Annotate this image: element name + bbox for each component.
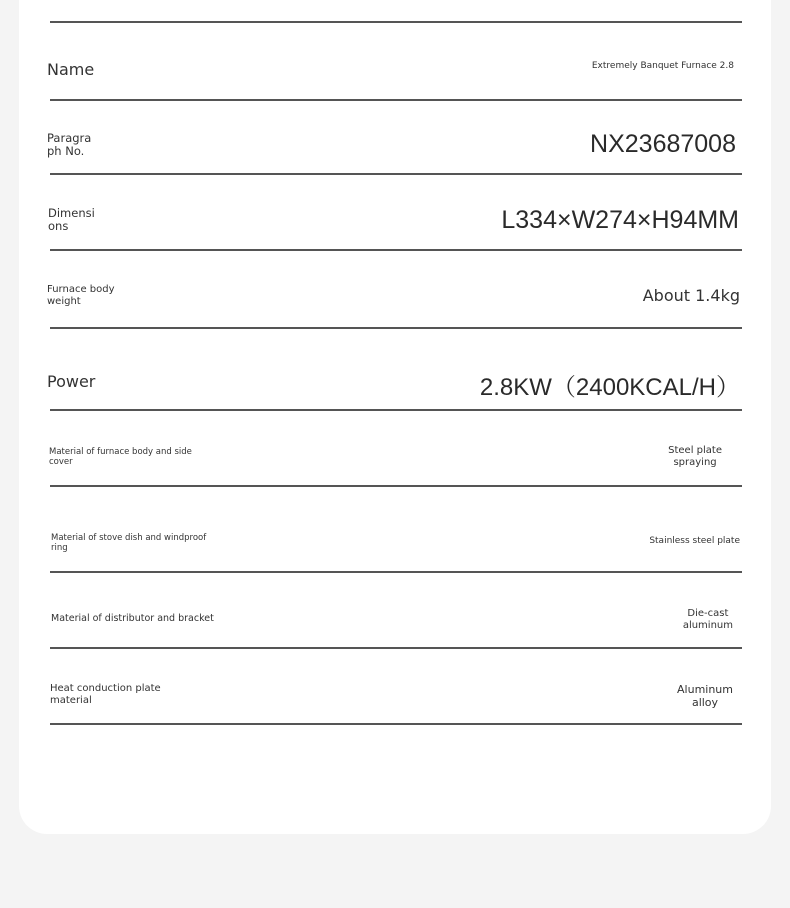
spec-value-weight: About 1.4kg [642,286,740,305]
spec-label-power: Power [47,372,96,391]
spec-value-heat-plate-material: Aluminum alloy [677,683,733,709]
spec-label-distributor-material: Material of distributor and bracket [51,613,214,624]
spec-value-distributor-material: Die-cast aluminum [682,608,733,631]
divider [50,173,742,175]
divider [50,409,742,411]
spec-value-body-material: Steel plate spraying [668,445,722,468]
spec-value-power: 2.8KW（2400KCAL/H） [479,374,740,401]
divider [50,249,742,251]
divider [50,327,742,329]
spec-label-dimensions: Dimensi ons [48,206,95,233]
spec-label-paragraph-no: Paragra ph No. [47,131,92,158]
spec-label-weight: Furnace body weight [47,284,115,307]
spec-label-stove-dish-material: Material of stove dish and windproof ring [51,533,207,553]
spec-card [19,0,771,834]
spec-label-heat-plate-material: Heat conduction plate material [50,683,161,706]
divider [50,485,742,487]
divider [50,571,742,573]
divider [50,723,742,725]
spec-value-paragraph-no: NX23687008 [590,130,736,158]
spec-value-dimensions: L334×W274×H94MM [501,206,739,234]
divider [50,647,742,649]
spec-value-name: Extremely Banquet Furnace 2.8 [591,61,734,71]
spec-label-body-material: Material of furnace body and side cover [49,447,192,467]
divider [50,99,742,101]
spec-value-stove-dish-material: Stainless steel plate [649,536,740,546]
spec-label-name: Name [47,60,95,79]
divider [50,21,742,23]
